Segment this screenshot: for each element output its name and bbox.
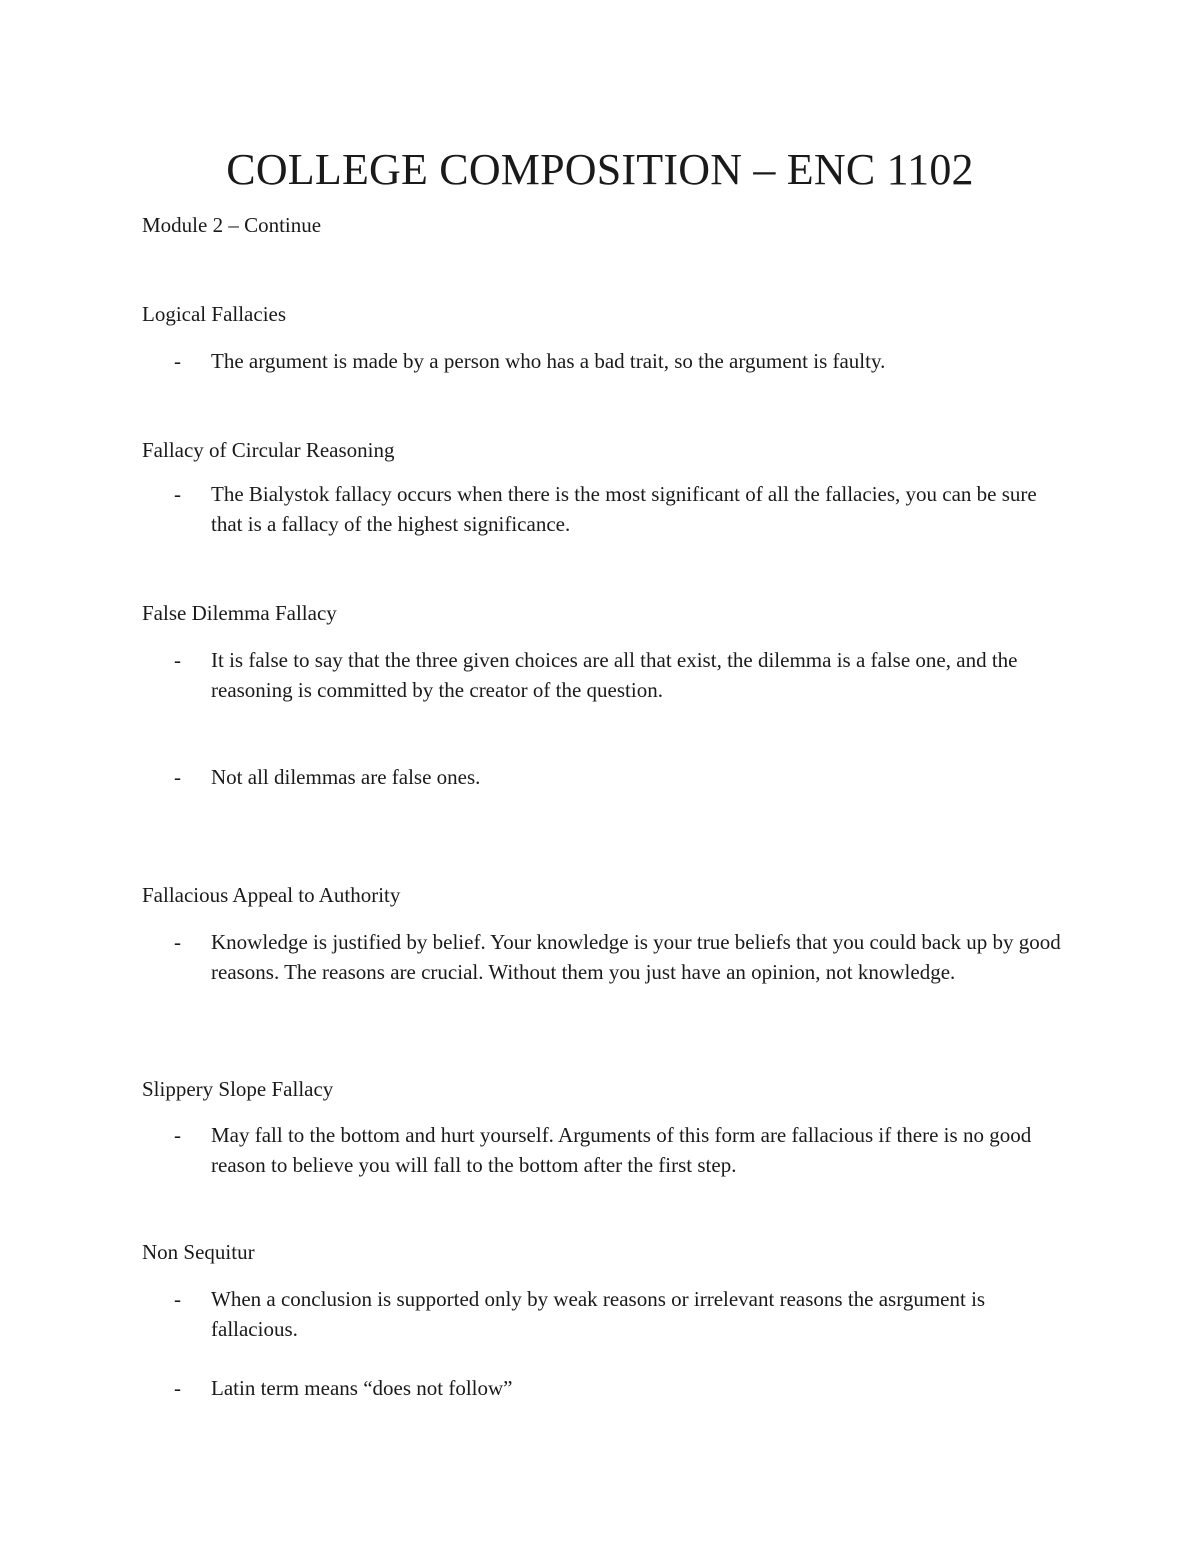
page-title: COLLEGE COMPOSITION – ENC 1102 <box>226 145 974 194</box>
section-heading-logical-fallacies: Logical Fallacies <box>142 302 287 326</box>
bullet-text: The argument is made by a person who has a bad trait, so the argument is faulty. <box>211 349 886 373</box>
section-heading-slippery-slope: Slippery Slope Fallacy <box>142 1077 334 1101</box>
bullet-item <box>142 346 1072 376</box>
bullet-item <box>142 1284 1072 1344</box>
bullet-item <box>142 645 1072 705</box>
bullet-item <box>142 762 1072 792</box>
bullet-item <box>142 1373 1072 1403</box>
bullet-marker: - <box>174 930 181 954</box>
bullet-marker: - <box>174 1287 181 1311</box>
module-subtitle: Module 2 – Continue <box>142 213 322 237</box>
bullet-text: When a conclusion is supported only by weak reasons or irrelevant reasons the asrgument is fallacious. <box>211 1287 986 1341</box>
bullet-marker: - <box>174 482 181 506</box>
bullet-marker: - <box>174 648 181 672</box>
bullet-text: It is false to say that the three given choices are all that exist, the dilemma is a false one, and the reasoning is committed by the creator of the question. <box>211 648 1018 702</box>
section-heading-appeal-to-authority: Fallacious Appeal to Authority <box>142 883 401 907</box>
section-heading-non-sequitur: Non Sequitur <box>142 1240 255 1264</box>
bullet-marker: - <box>174 349 181 373</box>
bullet-item <box>142 927 1072 987</box>
bullet-text: May fall to the bottom and hurt yourself. Arguments of this form are fallacious if there is no good reason to believe you will fall to the bottom after the first step. <box>211 1123 1032 1177</box>
bullet-marker: - <box>174 1123 181 1147</box>
bullet-marker: - <box>174 765 181 789</box>
bullet-item <box>142 1120 1072 1180</box>
bullet-marker: - <box>174 1376 181 1400</box>
bullet-text: Knowledge is justified by belief. Your knowledge is your true beliefs that you could back up by good reasons. The reasons are crucial. Without them you just have an opinion, not knowledge. <box>211 930 1061 984</box>
section-heading-false-dilemma: False Dilemma Fallacy <box>142 601 337 625</box>
bullet-text: The Bialystok fallacy occurs when there is the most significant of all the fallacies, you can be sure that is a fallacy of the highest significance. <box>211 482 1037 536</box>
bullet-text: Not all dilemmas are false ones. <box>211 765 481 789</box>
bullet-text: Latin term means “does not follow” <box>211 1376 513 1400</box>
bullet-item <box>142 479 1072 539</box>
section-heading-circular-reasoning: Fallacy of Circular Reasoning <box>142 438 395 462</box>
